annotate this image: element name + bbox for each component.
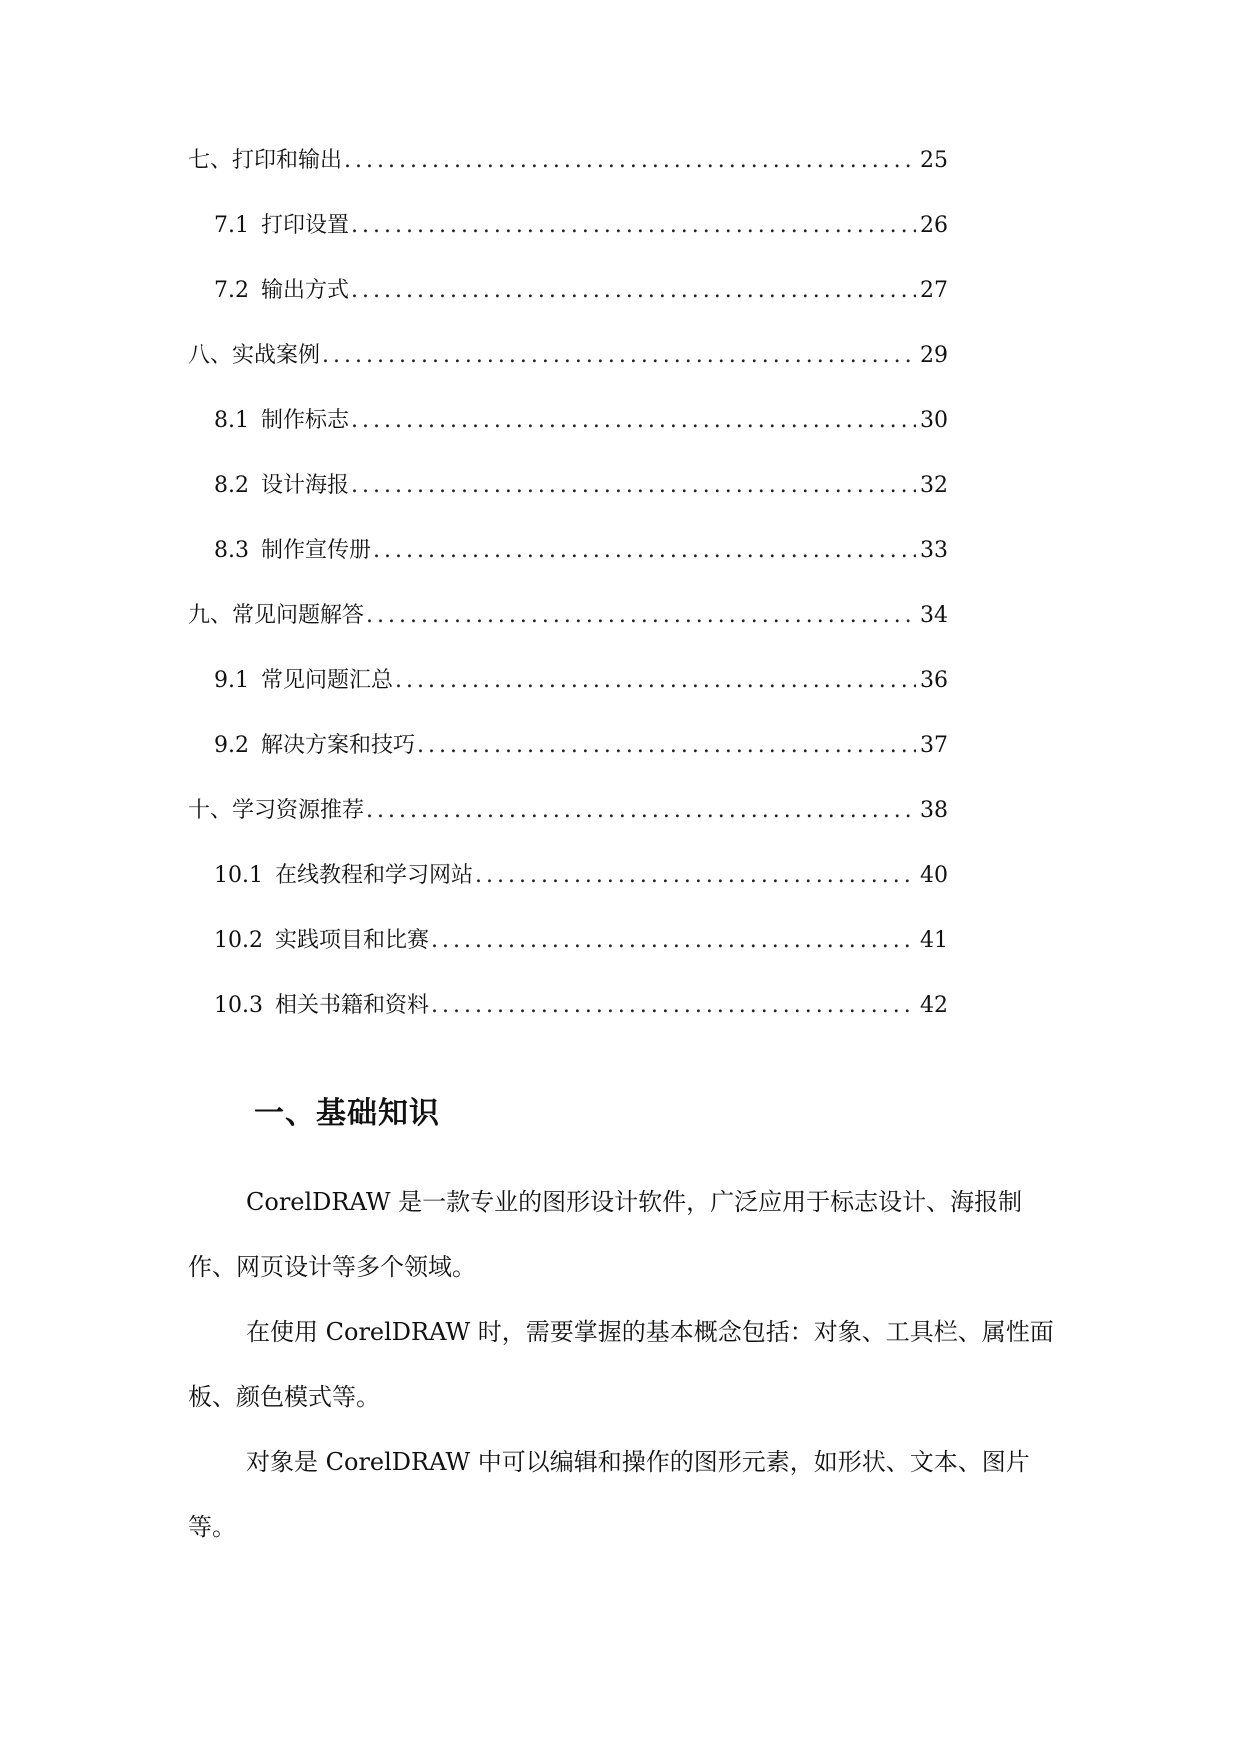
toc-entry[interactable] (188, 601, 948, 666)
toc-page-number: 25 (920, 148, 948, 173)
toc-page-number: 41 (920, 928, 948, 953)
toc-entry[interactable] (188, 861, 948, 926)
toc-entry[interactable] (188, 796, 948, 861)
toc-leader-dots (417, 731, 916, 761)
toc-entry[interactable] (188, 406, 948, 471)
toc-entry-title: 相关书籍和资料 (274, 993, 429, 1018)
toc-leader-dots (475, 861, 916, 891)
toc-entry-number: 8.2 (214, 473, 249, 498)
toc-leader-dots (351, 276, 916, 306)
toc-entry-title: 七、打印和输出 (188, 148, 343, 173)
toc-leader-dots (351, 406, 916, 436)
toc-entry-number: 9.2 (214, 733, 249, 758)
toc-page-number: 34 (920, 603, 948, 628)
toc-page-number: 29 (920, 343, 948, 368)
toc-leader-dots (351, 471, 916, 501)
toc-entry[interactable] (188, 211, 948, 276)
toc-entry-title: 解决方案和技巧 (261, 733, 416, 758)
toc-entry[interactable] (188, 146, 948, 211)
toc-entry-title: 输出方式 (261, 278, 350, 303)
toc-entry-number: 10.2 (214, 928, 263, 953)
toc-entry[interactable] (188, 926, 948, 991)
toc-page-number: 32 (920, 473, 948, 498)
toc-page-number: 42 (920, 993, 948, 1018)
toc-page-number: 27 (920, 278, 948, 303)
toc-leader-dots (351, 211, 916, 241)
toc-leader-dots (431, 926, 916, 956)
toc-entry-title: 九、常见问题解答 (188, 603, 365, 628)
toc-page-number: 33 (920, 538, 948, 563)
toc-entry[interactable] (188, 341, 948, 406)
toc-entry-title: 制作标志 (261, 408, 350, 433)
body-paragraph: 对象是 CorelDRAW 中可以编辑和操作的图形元素，如形状、文本、图片等。 (188, 1448, 1030, 1541)
table-of-contents (188, 146, 948, 1056)
toc-entry-title: 在线教程和学习网站 (274, 863, 473, 888)
toc-leader-dots (322, 341, 916, 371)
toc-entry-number: 9.1 (214, 668, 249, 693)
toc-page-number: 37 (920, 733, 948, 758)
toc-entry-title: 打印设置 (261, 213, 350, 238)
toc-leader-dots (395, 666, 916, 696)
toc-entry-title: 制作宣传册 (261, 538, 372, 563)
toc-entry-number: 8.3 (214, 538, 249, 563)
toc-entry-title: 设计海报 (261, 473, 350, 498)
toc-leader-dots (366, 601, 916, 631)
toc-entry[interactable] (188, 276, 948, 341)
section-heading: 一、基础知识 (254, 1096, 440, 1131)
toc-entry-number: 7.1 (214, 213, 249, 238)
section-body (188, 1170, 1068, 1560)
toc-page-number: 36 (920, 668, 948, 693)
toc-entry-number: 7.2 (214, 278, 249, 303)
toc-page-number: 40 (920, 863, 948, 888)
toc-leader-dots (373, 536, 916, 566)
toc-entry[interactable] (188, 991, 948, 1056)
body-paragraph: 在使用 CorelDRAW 时，需要掌握的基本概念包括：对象、工具栏、属性面板、颜色模式等。 (188, 1318, 1054, 1411)
toc-leader-dots (431, 991, 916, 1021)
toc-page-number: 30 (920, 408, 948, 433)
toc-entry-number: 10.1 (214, 863, 263, 888)
toc-entry-title: 常见问题汇总 (261, 668, 394, 693)
toc-entry-number: 10.3 (214, 993, 263, 1018)
toc-entry-title: 十、学习资源推荐 (188, 798, 365, 823)
toc-entry[interactable] (188, 536, 948, 601)
toc-entry-title: 八、实战案例 (188, 343, 321, 368)
toc-page-number: 38 (920, 798, 948, 823)
toc-entry[interactable] (188, 731, 948, 796)
toc-leader-dots (344, 146, 916, 176)
toc-page-number: 26 (920, 213, 948, 238)
body-paragraph: CorelDRAW 是一款专业的图形设计软件，广泛应用于标志设计、海报制作、网页设计等多个领域。 (188, 1188, 1023, 1281)
toc-leader-dots (366, 796, 916, 826)
toc-entry-number: 8.1 (214, 408, 249, 433)
toc-entry-title: 实践项目和比赛 (274, 928, 429, 953)
toc-entry[interactable] (188, 471, 948, 536)
toc-entry[interactable] (188, 666, 948, 731)
